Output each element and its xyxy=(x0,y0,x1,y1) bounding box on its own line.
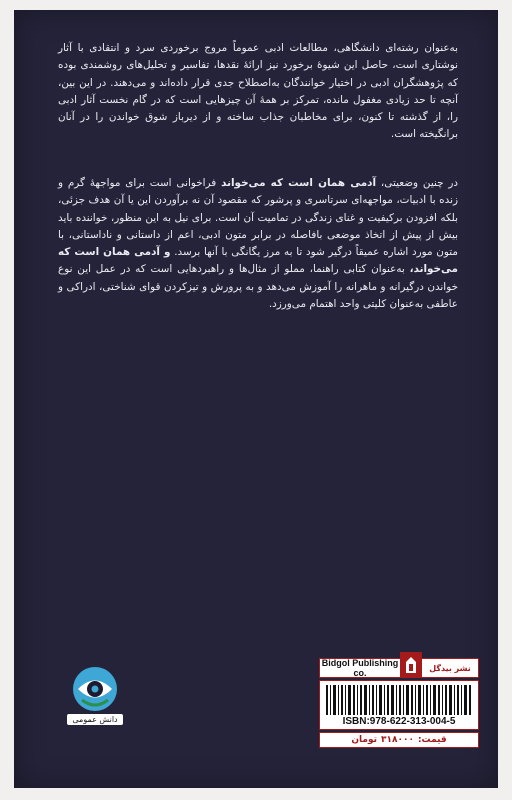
book-title-inline: آدمی همان است که می‌خواند xyxy=(221,177,377,189)
series-badge xyxy=(66,666,124,734)
publisher-name-en: Bidgol Publishing co. xyxy=(321,658,399,678)
publisher-block xyxy=(319,658,479,748)
blurb-paragraph-2-text: فراخوانی است برای مواجههٔ گرم و زنده با ادبیات، مواجهه‌ای سرتاسری و پرشور که مقصود آن نه برآوردن این یا آن هدف جزئی، بلکه افزودن برکیفیت و غنای زندگی در تمامیت آن است. برای نیل به این منظور، خواننده باید بیش از پیش از اتخاذ موضعی بافاصله در برابر متون ادبی، اعم از داستانی و ناداستانی، با متون مورد اشاره عمیقاً درگیر شود تا به مرز یگانگی با آنها برسد. xyxy=(58,177,458,259)
back-cover xyxy=(14,10,498,788)
blurb-paragraph-1-text: به‌عنوان رشته‌ای دانشگاهی، مطالعات ادبی عموماً مروج برخوردی سرد و انتقادی با آثار نوشتاری است، حاصل این شیوهٔ برخورد نیز ارائهٔ نقدها، تفاسیر و تحلیل‌های روشمندی بوده که پژوهشگران ادبی در اختیار خوانندگان به‌اصطلاح جدی قرار داده‌اند و می‌دهند. در این بین، آنچه تا حد زیادی مغفول مانده، تمرکز بر همهٔ آن چیزهایی است که در گام نخست آثار ادبی را، از گذشته تا کنون، برای مخاطبان جذاب ساخته و از دیرباز شوق خواندن را در آنان برانگیخته است. xyxy=(58,42,458,141)
price-unit: تومان xyxy=(351,735,377,745)
publisher-name-fa: نشر بیدگل xyxy=(429,663,471,673)
series-label: دانش عمومی xyxy=(67,714,122,725)
blurb-paragraph-2-text: به‌عنوان کتابی راهنما، مملو از مثال‌ها و راهبردهایی است که در عمل این نوع خواندن درگیرانه و ماهرانه را آموزش می‌دهد و به پرورش و تیزکردن قوای شناختی، ادراکی و عاطفی به‌عنوان کلیتی واحد اهتمام می‌ورزد. xyxy=(58,263,458,311)
publisher-logo-icon xyxy=(400,652,422,678)
blurb-paragraph-2 xyxy=(58,175,458,313)
price-label: قیمت: xyxy=(417,735,447,745)
blurb-paragraph-2-text: در چنین وضعیتی، xyxy=(376,177,459,189)
eye-icon xyxy=(72,666,118,712)
price-box xyxy=(319,732,479,748)
book-title-inline: و آدمی همان است که می‌خواند، xyxy=(58,246,458,276)
isbn-text: ISBN:978-622-313-004-5 xyxy=(342,716,456,727)
barcode-bars xyxy=(326,685,472,715)
price-value: ۳۱۸۰۰۰ xyxy=(380,735,414,745)
blurb-paragraph-1 xyxy=(58,40,458,144)
barcode xyxy=(319,680,479,730)
publisher-header xyxy=(319,658,479,678)
